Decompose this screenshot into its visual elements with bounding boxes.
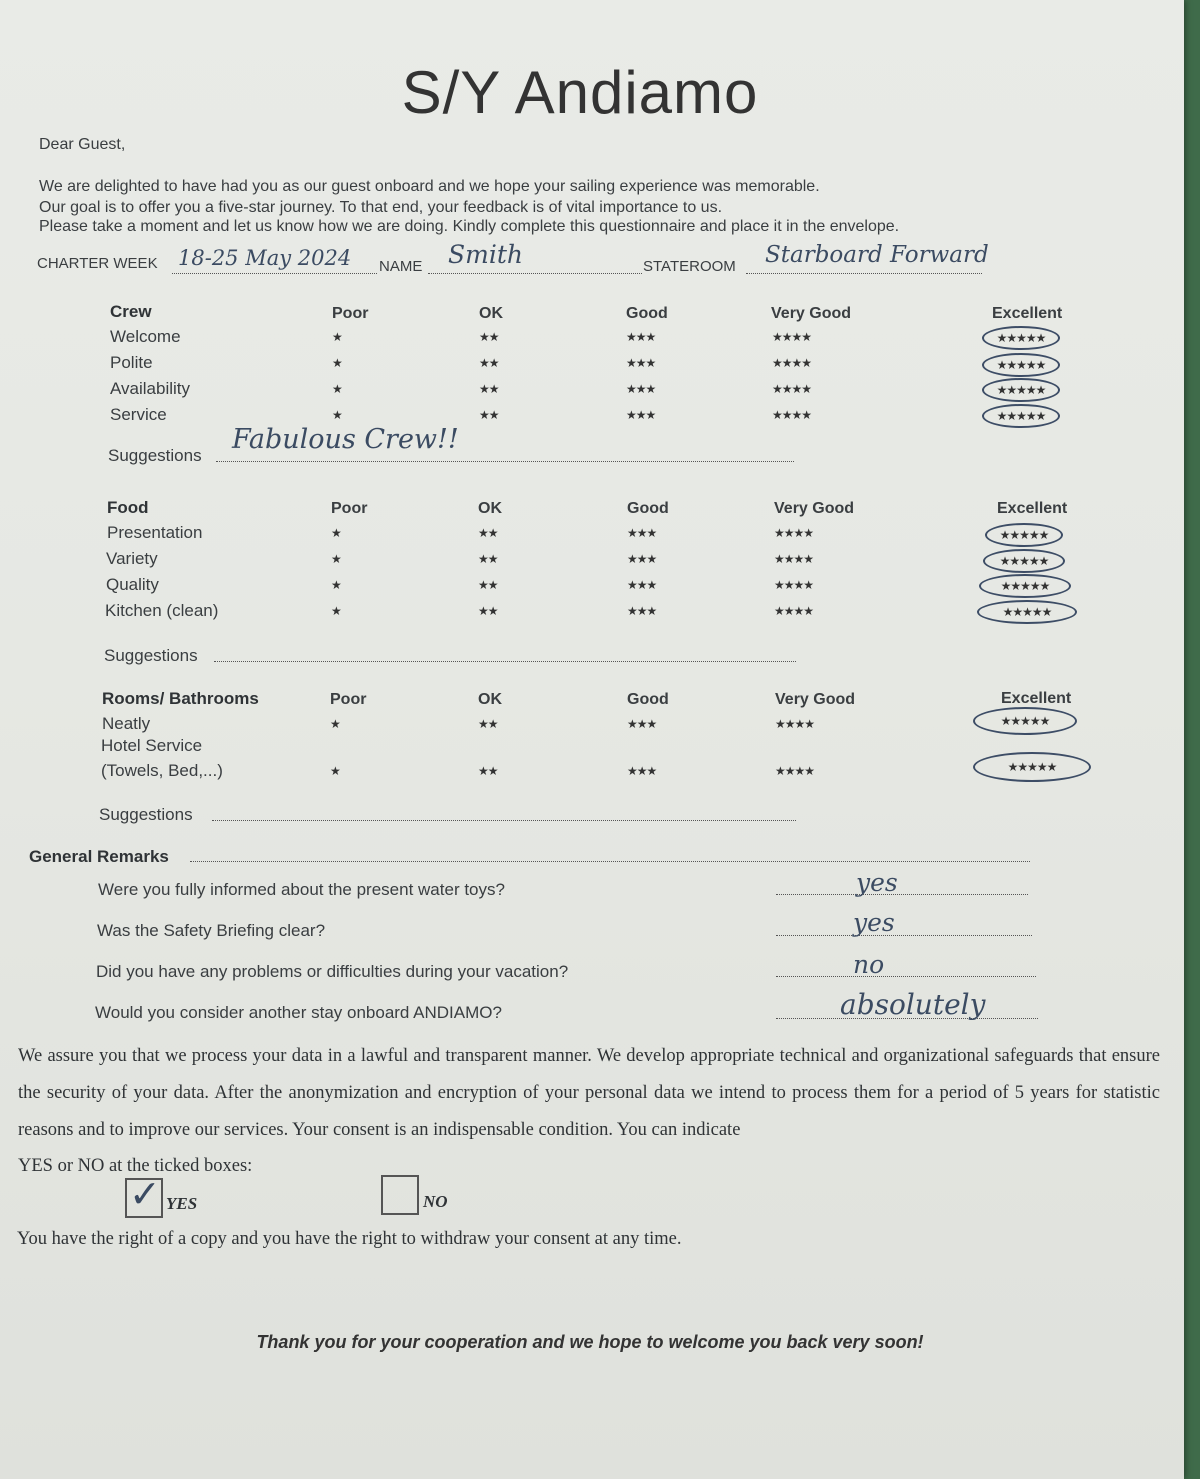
rooms-hotel-service-very-good[interactable]: ★★★★ [775,764,815,778]
crew-polite-poor[interactable]: ★ [332,356,342,370]
rooms-suggestions-field[interactable] [212,820,796,821]
rooms-neatly-very-good[interactable]: ★★★★ [775,717,815,731]
rooms-hotel-service-excellent-circled[interactable] [973,752,1091,782]
food-quality-ok[interactable]: ★★ [478,578,498,592]
food-presentation-ok[interactable]: ★★ [478,526,498,540]
rights-statement: You have the right of a copy and you have the right to withdraw your consent at any time. [17,1229,682,1249]
crew-row-label-welcome: Welcome [110,327,181,346]
crew-section-title: Crew [110,302,152,321]
rooms-col-good: Good [627,691,669,708]
intro-line-1: We are delighted to have had you as our guest onboard and we hope your sailing experience was memorable. [39,178,820,195]
food-quality-good[interactable]: ★★★ [627,578,657,592]
charter-week-line [172,273,377,274]
rooms-row-label-neatly: Neatly [102,714,151,733]
crew-welcome-poor[interactable]: ★ [332,330,342,344]
food-kitchen-very-good[interactable]: ★★★★ [774,604,814,618]
crew-polite-excellent-circled[interactable] [982,353,1060,377]
crew-suggestions-line [216,461,794,462]
answer-line-problems [776,976,1036,977]
crew-col-very-good: Very Good [771,305,852,322]
rooms-row-label-hotel-service: Hotel Service [101,736,203,755]
crew-service-poor[interactable]: ★ [332,408,342,422]
crew-polite-good[interactable]: ★★★ [626,356,656,370]
crew-row-label-service: Service [110,405,167,424]
question-water-toys: Were you fully informed about the present water toys? [98,880,505,899]
general-remarks-line[interactable] [190,861,1030,862]
question-safety-briefing: Was the Safety Briefing clear? [97,921,326,940]
answer-line-safety-briefing [776,935,1032,936]
crew-polite-ok[interactable]: ★★ [479,356,499,370]
general-remarks-title: General Remarks [29,847,169,866]
page-title: S/Y Andiamo [401,59,759,126]
crew-availability-very-good[interactable]: ★★★★ [772,382,812,396]
charter-week-field[interactable]: 18-25 May 2024 [178,246,352,270]
stateroom-label: STATEROOM [643,258,736,275]
intro-line-2: Our goal is to offer you a five-star journey. To that end, your feedback is of vital importance to us. [39,199,723,216]
crew-row-label-polite: Polite [110,353,153,372]
food-variety-ok[interactable]: ★★ [478,552,498,566]
rooms-col-poor: Poor [330,691,367,708]
crew-service-very-good[interactable]: ★★★★ [772,408,812,422]
rooms-neatly-excellent-circled[interactable] [973,707,1077,735]
crew-availability-excellent-circled[interactable] [982,378,1060,402]
question-problems: Did you have any problems or difficulties during your vacation? [96,962,569,981]
answer-line-water-toys [776,894,1028,895]
food-col-good: Good [627,500,669,517]
food-row-label-variety: Variety [106,549,158,568]
consent-no-checkbox[interactable] [381,1175,419,1215]
intro-line-3: Please take a moment and let us know how we are doing. Kindly complete this questionnaire and place it in the envelope. [39,218,900,235]
food-kitchen-poor[interactable]: ★ [331,604,341,618]
food-kitchen-good[interactable]: ★★★ [627,604,657,618]
food-variety-poor[interactable]: ★ [331,552,341,566]
question-stay-again: Would you consider another stay onboard ANDIAMO? [95,1003,502,1022]
food-col-poor: Poor [331,500,368,517]
food-row-label-kitchen: Kitchen (clean) [105,601,219,620]
rooms-neatly-ok[interactable]: ★★ [478,717,498,731]
crew-suggestions-field[interactable]: Fabulous Crew!! [232,424,459,455]
name-field[interactable]: Smith [448,240,523,269]
crew-availability-poor[interactable]: ★ [332,382,342,396]
food-kitchen-ok[interactable]: ★★ [478,604,498,618]
consent-yes-checkbox[interactable] [125,1172,163,1218]
food-presentation-poor[interactable]: ★ [331,526,341,540]
food-quality-very-good[interactable]: ★★★★ [774,578,814,592]
crew-availability-excellent: ★★★★★ [996,383,1046,397]
answer-water-toys[interactable]: yes [856,868,898,897]
crew-service-excellent: ★★★★★ [996,409,1046,423]
name-line [428,273,642,274]
food-col-ok: OK [478,500,502,517]
rooms-hotel-service-poor[interactable]: ★ [330,764,340,778]
crew-col-excellent: Excellent [992,305,1063,322]
privacy-paragraph: We assure you that we process your data in a lawful and transparent manner. We develop appropriate technical and organizational safeguards that ensure the security of your data. After the anonymization and encryption of your personal data we intend to process them for a period of 5 years for statistic reasons and to improve our services. Your consent is an indispensable condition. You can indicate [18,1046,1160,1140]
closing-message: Thank you for your cooperation and we hope to welcome you back very soon! [256,1332,924,1352]
food-presentation-excellent: ★★★★★ [999,528,1049,542]
rooms-hotel-service-good[interactable]: ★★★ [627,764,657,778]
food-kitchen-excellent: ★★★★★ [1002,605,1052,619]
crew-col-good: Good [626,305,668,322]
food-presentation-excellent-circled[interactable] [985,523,1063,547]
rooms-row-label-towels-bed: (Towels, Bed,...) [101,761,223,780]
food-col-excellent: Excellent [997,500,1068,517]
food-row-label-presentation: Presentation [107,523,203,542]
crew-welcome-good[interactable]: ★★★ [626,330,656,344]
crew-service-ok[interactable]: ★★ [479,408,499,422]
crew-welcome-ok[interactable]: ★★ [479,330,499,344]
crew-col-ok: OK [479,305,503,322]
food-variety-excellent: ★★★★★ [999,554,1049,568]
rooms-suggestions-label: Suggestions [99,805,193,824]
crew-service-excellent-circled[interactable] [982,404,1060,428]
crew-welcome-very-good[interactable]: ★★★★ [772,330,812,344]
food-variety-very-good[interactable]: ★★★★ [774,552,814,566]
rooms-hotel-service-excellent: ★★★★★ [1007,760,1057,774]
crew-service-good[interactable]: ★★★ [626,408,656,422]
food-suggestions-field[interactable] [214,661,796,662]
answer-problems[interactable]: no [853,950,885,979]
answer-stay-again[interactable]: absolutely [840,988,986,1021]
rooms-section-title: Rooms/ Bathrooms [102,689,259,708]
stateroom-line [746,273,982,274]
crew-polite-excellent: ★★★★★ [996,358,1046,372]
food-kitchen-excellent-circled[interactable] [977,600,1077,624]
crew-availability-good[interactable]: ★★★ [626,382,656,396]
rooms-neatly-good[interactable]: ★★★ [627,717,657,731]
food-row-label-quality: Quality [106,575,159,594]
food-presentation-very-good[interactable]: ★★★★ [774,526,814,540]
crew-polite-very-good[interactable]: ★★★★ [772,356,812,370]
greeting: Dear Guest, [39,136,126,153]
charter-week-label: CHARTER WEEK [37,255,158,272]
food-presentation-good[interactable]: ★★★ [627,526,657,540]
food-variety-excellent-circled[interactable] [983,549,1065,573]
consent-no-label: NO [423,1192,448,1211]
crew-col-poor: Poor [332,305,369,322]
name-label: NAME [379,258,423,275]
check-mark-icon: ✓ [129,1172,161,1216]
food-quality-poor[interactable]: ★ [331,578,341,592]
food-suggestions-label: Suggestions [104,646,198,665]
crew-suggestions-label: Suggestions [108,446,202,465]
consent-yes-label: YES [166,1194,198,1213]
rooms-col-very-good: Very Good [775,691,856,708]
food-col-very-good: Very Good [774,500,855,517]
rooms-neatly-poor[interactable]: ★ [330,717,340,731]
food-quality-excellent-circled[interactable] [979,574,1071,598]
rooms-hotel-service-ok[interactable]: ★★ [478,764,498,778]
rooms-col-ok: OK [478,691,502,708]
food-variety-good[interactable]: ★★★ [627,552,657,566]
stateroom-field[interactable]: Starboard Forward [765,242,989,268]
crew-welcome-excellent: ★★★★★ [996,331,1046,345]
food-section-title: Food [107,498,149,517]
food-quality-excellent: ★★★★★ [1000,579,1050,593]
crew-availability-ok[interactable]: ★★ [479,382,499,396]
crew-welcome-excellent-circled[interactable] [982,326,1060,350]
rooms-neatly-excellent: ★★★★★ [1000,714,1050,728]
answer-safety-briefing[interactable]: yes [853,908,895,937]
rooms-col-excellent: Excellent [1001,690,1072,707]
privacy-consent-instruction: YES or NO at the ticked boxes: [18,1156,253,1176]
crew-row-label-availability: Availability [110,379,191,398]
